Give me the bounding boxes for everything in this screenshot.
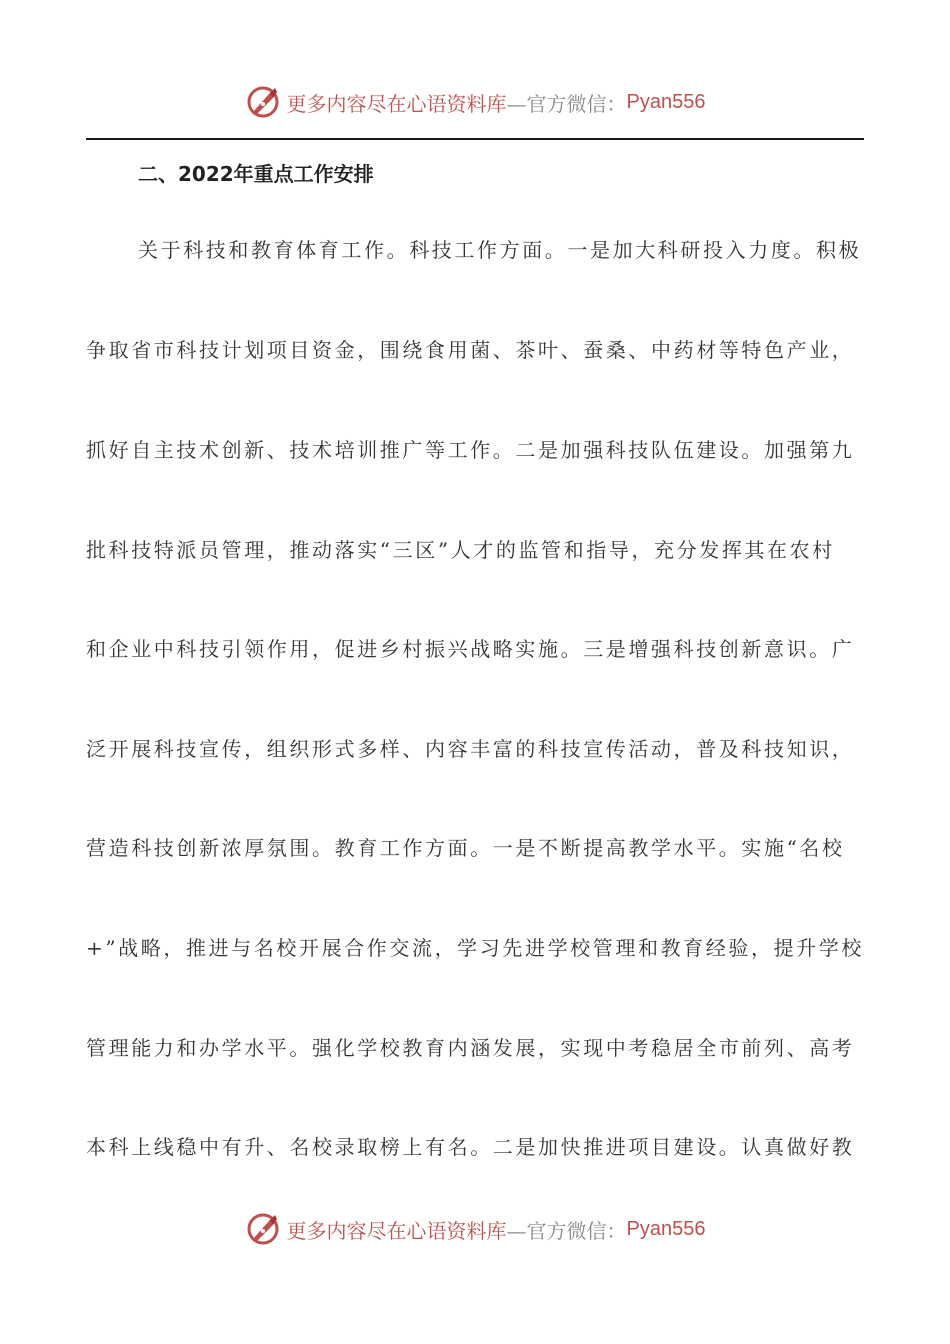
watermark-text-site: 更多内容尽在心语资料库 (286, 1218, 507, 1243)
watermark-text-id: Pyan556 (626, 1217, 706, 1240)
pen-nib-logo-icon (245, 84, 281, 120)
header-divider (86, 138, 864, 140)
paragraph-line: 和企业中科技引领作用，促进乡村振兴战略实施。三是增强科技创新意识。广 (86, 637, 855, 661)
paragraph-line: 泛开展科技宣传，组织形式多样、内容丰富的科技宣传活动，普及科技知识， (86, 737, 855, 761)
watermark-text-id: Pyan556 (626, 90, 706, 113)
paragraph-line: 关于科技和教育体育工作。科技工作方面。一是加大科研投入力度。积极 (138, 238, 862, 262)
paragraph-line: +”战略，推进与名校开展合作交流，学习先进学校管理和教育经验，提升学校 (86, 936, 864, 960)
section-heading: 二、2022年重点工作安排 (138, 162, 374, 186)
paragraph-line: 营造科技创新浓厚氛围。教育工作方面。一是不断提高教学水平。实施“名校 (86, 836, 845, 860)
pen-nib-logo-icon (245, 1211, 281, 1247)
paragraph-line: 本科上线稳中有升、名校录取榜上有名。二是加快推进项目建设。认真做好教 (86, 1135, 855, 1159)
paragraph-line: 抓好自主技术创新、技术培训推广等工作。二是加强科技队伍建设。加强第九 (86, 438, 855, 462)
watermark-text-wechat: —官方微信： (506, 91, 627, 116)
paragraph-line: 管理能力和办学水平。强化学校教育内涵发展，实现中考稳居全市前列、高考 (86, 1036, 855, 1060)
paragraph-line: 批科技特派员管理，推动落实“三区”人才的监管和指导，充分发挥其在农村 (86, 538, 835, 562)
footer-watermark (0, 1211, 950, 1247)
watermark-text-wechat: —官方微信： (506, 1218, 627, 1243)
watermark-text-site: 更多内容尽在心语资料库 (286, 91, 507, 116)
header-watermark (0, 84, 950, 120)
paragraph-line: 争取省市科技计划项目资金，围绕食用菌、茶叶、蚕桑、中药材等特色产业， (86, 338, 855, 362)
